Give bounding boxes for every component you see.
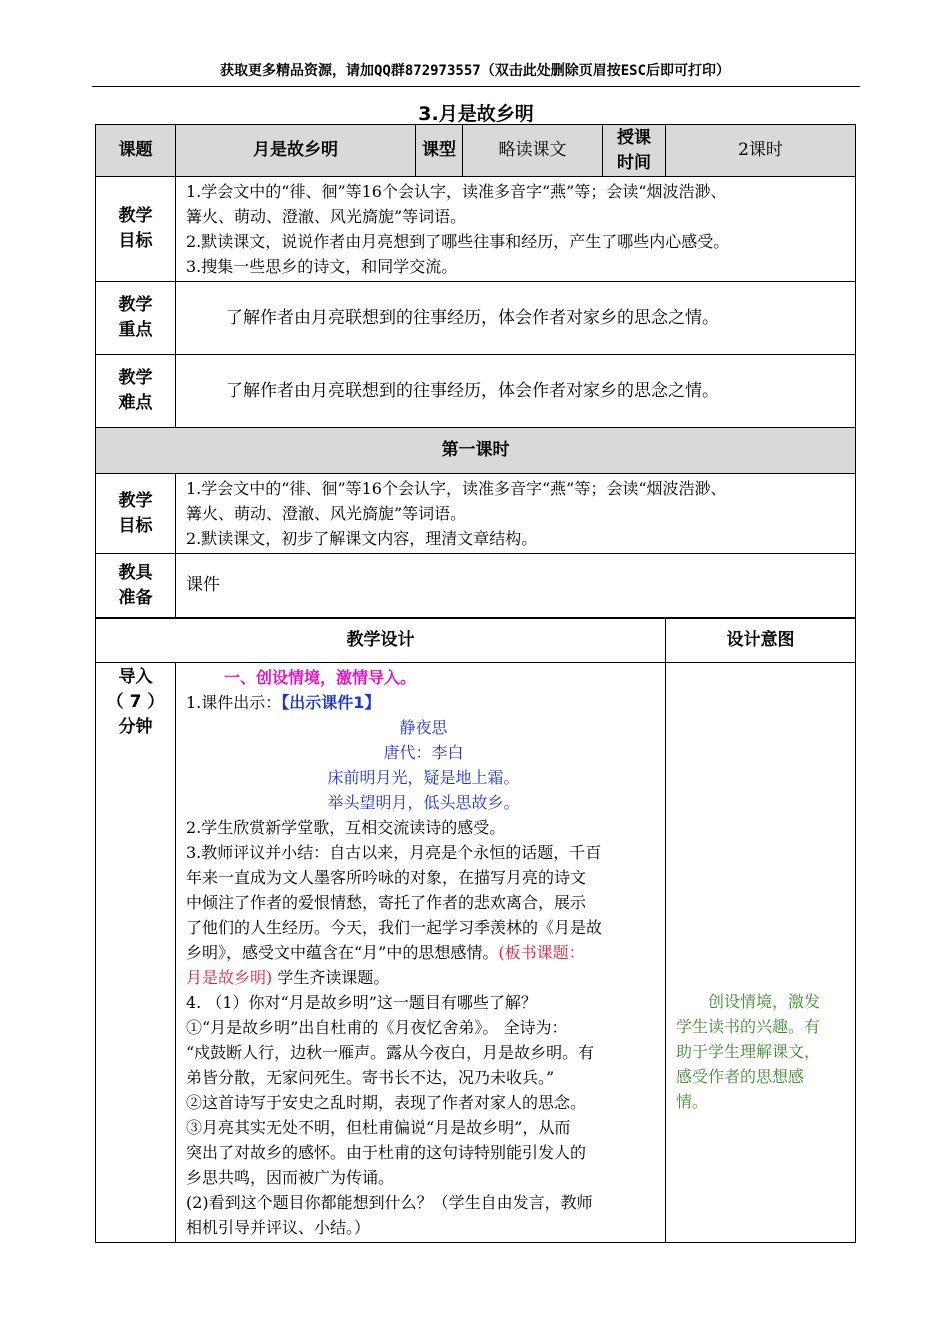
design-body-row [96,663,856,1243]
time-label: 授课 时间 [603,125,666,177]
topic-value: 月是故乡明 [176,125,416,177]
key-points-row [96,282,856,355]
section-title: 一、创设情境，激情导入。 [224,668,417,687]
type-value: 略读课文 [463,125,603,177]
difficulties-label: 教学 难点 [96,355,176,428]
board-note: 月是故乡明) [186,968,273,987]
lesson-plan-table [95,124,856,1243]
design-line: 相机引导并评议、小结。） [186,1218,371,1237]
lesson1-goals-row [96,474,856,554]
design-line-board: 乡明》，感受文中蕴含在“月”中的思想感情。(板书课题： [186,943,585,962]
intent-column-header: 设计意图 [666,619,856,663]
board-note: (板书课题： [498,943,585,962]
goals-content: 1.学会文中的“徘、徊”等16个会认字，读准多音字“燕”等；会读“烟波浩渺、 篝火、萌动、澄澈、风光旖旎”等词语。 2.默读课文，说说作者由月亮想到了哪些往事和经历，产生了哪些内心感受。 3.搜集一些思乡的诗文，和同学交流。 [176,177,856,282]
tools-label: 教具 准备 [96,554,176,618]
design-intent: 创设情境，激发 学生读书的兴趣。有 助于学生理解课文， 感受作者的思想感 情。 [666,663,856,1243]
design-line: 乡思共鸣，因而被广为传诵。 [186,1168,395,1187]
poem-line: 床前明月光，疑是地上霜。 [327,768,520,787]
key-points-content: 了解作者由月亮联想到的往事经历，体会作者对家乡的思念之情。 [176,282,856,355]
design-line: ①“月是故乡明”出自杜甫的《月夜忆舍弟》。 全诗为： [186,1018,568,1037]
poem-author: 唐代：李白 [383,743,464,762]
design-line: ②这首诗写于安史之乱时期，表现了作者对家人的思念。 [186,1093,587,1112]
header-divider [92,86,860,87]
design-line: 3.教师评议并小结：自古以来，月亮是个永恒的话题，千百 [186,843,602,862]
info-row [96,125,856,177]
goals-label: 教学 目标 [96,177,176,282]
type-label: 课型 [416,125,463,177]
courseware-link[interactable]: 【出示课件1】 [281,693,381,712]
design-line: 中倾注了作者的爱恨情愁，寄托了作者的悲欢离合，展示 [186,893,587,912]
difficulties-row [96,355,856,428]
difficulties-content: 了解作者由月亮联想到的往事经历，体会作者对家乡的思念之情。 [176,355,856,428]
design-line: 弟皆分散，无家问死生。寄书长不达，况乃未收兵。” [186,1068,555,1087]
design-content [176,663,666,1243]
key-points-label: 教学 重点 [96,282,176,355]
lesson1-goals-label: 教学 目标 [96,474,176,554]
tools-value: 课件 [176,554,856,618]
time-value: 2课时 [666,125,856,177]
design-line: 了他们的人生经历。今天，我们一起学习季羡林的《月是故 [186,918,603,937]
lesson1-heading: 第一课时 [96,428,856,474]
design-line: 4. （1）你对“月是故乡明”这一题目有哪些了解？ [186,993,537,1012]
design-line: ③月亮其实无处不明，但杜甫偏说“月是故乡明”，从而 [186,1118,571,1137]
document-title: 3.月是故乡明 [418,103,534,125]
tools-row [96,554,856,618]
design-line: “戍鼓断人行，边秋一雁声。露从今夜白，月是故乡明。有 [186,1043,595,1062]
stage-label: 导入 （ 7 ） 分钟 [96,663,176,1243]
design-header-row [96,619,856,663]
design-line-board-2: 月是故乡明) 学生齐读课题。 [186,968,390,987]
design-line: 2.学生欣赏新学堂歌，互相交流读诗的感受。 [186,818,506,837]
poem-line: 举头望明月，低头思故乡。 [327,793,520,812]
lesson1-heading-row [96,428,856,474]
step1: 1.课件出示：【出示课件1】 [186,693,381,712]
design-line: 年来一直成为文人墨客所吟咏的对象，在描写月亮的诗文 [186,868,587,887]
lesson1-goals-content: 1.学会文中的“徘、徊”等16个会认字，读准多音字“燕”等；会读“烟波浩渺、 篝火、萌动、澄澈、风光旖旎”等词语。 2.默读课文，初步了解课文内容，理清文章结构。 [176,474,856,554]
design-line: 突出了对故乡的感怀。由于杜甫的这句诗特别能引发人的 [186,1143,587,1162]
design-line: (2)看到这个题目你都能想到什么？（学生自由发言，教师 [186,1193,593,1212]
goals-row [96,177,856,282]
design-column-header: 教学设计 [96,619,666,663]
page-header-notice: 获取更多精品资源，请加QQ群872973557（双击此处删除页眉按ESC后即可打印） [219,63,730,79]
topic-label: 课题 [96,125,176,177]
poem-title: 静夜思 [399,718,448,737]
